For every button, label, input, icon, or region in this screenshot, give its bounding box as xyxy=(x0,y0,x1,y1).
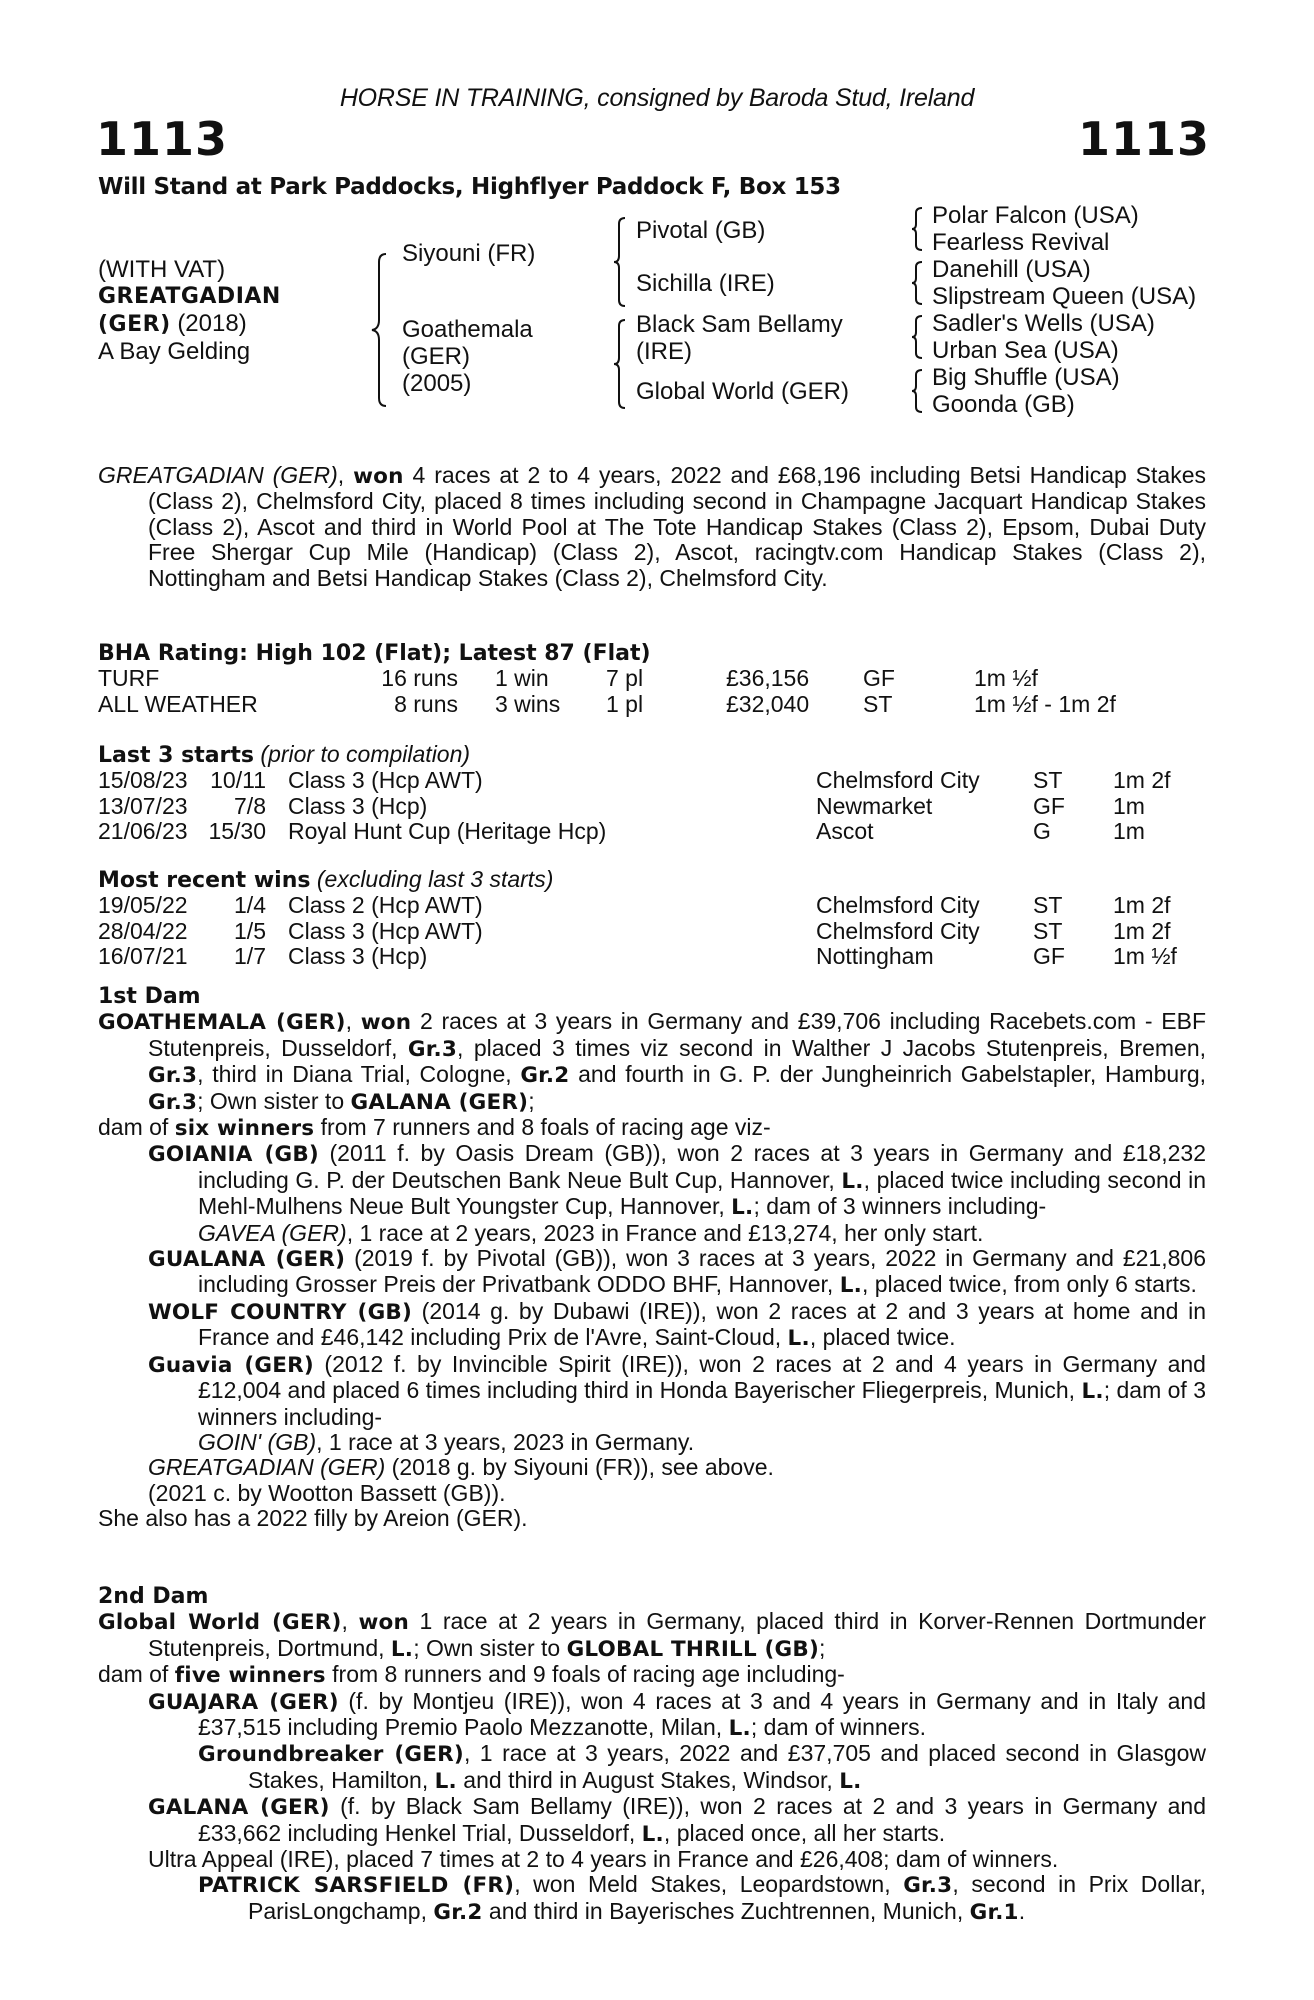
produce-record xyxy=(98,1662,1206,1688)
horse-year: (2018) xyxy=(177,310,247,337)
italic-text: GREATGADIAN (GER) xyxy=(98,462,338,488)
race-date: 19/05/22 xyxy=(98,892,188,919)
bold-text: won xyxy=(360,1010,412,1036)
bold-text: L. xyxy=(787,1326,810,1352)
produce-record xyxy=(98,1847,1206,1872)
rating-distance: 1m ½f - 1m 2f xyxy=(974,690,1116,717)
bold-text: L. xyxy=(1081,1379,1104,1405)
race-pos: 1/7 xyxy=(234,943,266,970)
race-distance: 1m 2f xyxy=(1113,767,1171,794)
text-run: , 1 race at 3 years, 2023 in Germany. xyxy=(316,1428,695,1455)
bold-text: Gr.2 xyxy=(520,1063,570,1089)
produce-record xyxy=(98,1299,1206,1352)
race-going: GF xyxy=(1033,792,1065,819)
second-dam-title: 2nd Dam xyxy=(98,1584,209,1609)
race-row xyxy=(98,944,1206,969)
lot-number-right: 1113 xyxy=(1077,112,1210,166)
bold-text: WOLF COUNTRY (GB) xyxy=(148,1299,413,1325)
rating-earnings: £36,156 xyxy=(726,665,810,692)
bold-text: GUALANA (GER) xyxy=(148,1247,346,1273)
bold-text: Gr.3 xyxy=(148,1089,198,1115)
race-date: 28/04/22 xyxy=(98,917,188,944)
first-dam-section xyxy=(98,984,1206,1532)
bold-text: L. xyxy=(641,1821,664,1847)
produce-record xyxy=(98,1741,1206,1794)
brace-icon xyxy=(910,260,924,306)
race-date: 21/06/23 xyxy=(98,818,188,845)
produce-record xyxy=(98,1246,1206,1299)
race-date: 16/07/21 xyxy=(98,943,188,970)
text-run: , placed 3 times viz second in Walther J Jacobs Stutenpreis, Bremen, xyxy=(457,1034,1207,1061)
rating-going: GF xyxy=(863,665,895,692)
bold-text: GOATHEMALA (GER) xyxy=(98,1010,346,1036)
produce-record xyxy=(98,1506,1206,1531)
text-run: ; Own sister to xyxy=(197,1087,351,1114)
bold-text: won xyxy=(358,1610,409,1636)
rating-wins: 3 wins xyxy=(495,690,561,717)
horse-identity xyxy=(98,256,281,365)
summary-paragraph xyxy=(98,463,1206,591)
brace-icon xyxy=(910,368,924,414)
dam-sire-name-line1: Black Sam Bellamy xyxy=(636,311,843,338)
race-course: Newmarket xyxy=(816,792,933,819)
last-starts-title: Last 3 starts xyxy=(98,743,255,768)
italic-text: GAVEA (GER) xyxy=(198,1219,347,1246)
text-run: , xyxy=(337,462,354,488)
recent-wins-section xyxy=(98,867,1206,970)
race-distance: 1m ½f xyxy=(1113,943,1177,970)
race-pos: 7/8 xyxy=(234,792,266,819)
italic-text: GOIN' (GB) xyxy=(198,1428,317,1455)
race-date: 15/08/23 xyxy=(98,767,188,794)
brace-icon xyxy=(612,216,628,308)
bold-text: GUAJARA (GER) xyxy=(148,1689,339,1715)
horse-description: A Bay Gelding xyxy=(98,338,251,365)
race-pos: 1/5 xyxy=(234,917,266,944)
text-run: 1 race at 2 years in Germany, placed third in Korver-Rennen Dortmunder Stutenpreis, Dortmund, xyxy=(148,1608,1207,1661)
bold-text: L. xyxy=(839,1273,862,1299)
dam-name-line2: (GER) xyxy=(402,343,470,370)
bold-text: Gr.3 xyxy=(407,1036,458,1062)
g3-ancestor: Danehill (USA) xyxy=(932,256,1091,283)
dam-name-line3: (2005) xyxy=(402,370,472,397)
text-run: dam of xyxy=(98,1114,175,1141)
text-run: 4 races at 2 to 4 years, 2022 and £68,196 including Betsi Handicap Stakes (Class 2), Chelmsford City, placed 8 times including second in Champagne Jacquart Handicap Stakes (Class 2), Ascot and third in World Pool at The Tote Handicap Stakes (Class 2), Epsom, Dubai Duty Free Shergar Cup Mile (Handicap) (Class 2), Ascot, racingtv.com Handicap Stakes (Class 2), Nottingham and Betsi Handicap Stakes (Class 2), Chelmsford City. xyxy=(148,462,1206,591)
produce-record xyxy=(98,1221,1206,1246)
text-run: ; dam of 3 winners including- xyxy=(753,1193,1047,1220)
bold-text: Global World (GER) xyxy=(98,1610,342,1636)
text-run: , xyxy=(341,1608,359,1635)
text-run: , won Meld Stakes, Leopardstown, xyxy=(514,1871,904,1898)
brace-icon xyxy=(370,252,390,408)
bold-text: Guavia (GER) xyxy=(148,1352,314,1378)
recent-wins-title: Most recent wins xyxy=(98,868,311,893)
race-row xyxy=(98,819,1206,844)
bold-text: GALANA (GER) xyxy=(350,1089,529,1115)
g3-ancestor: Sadler's Wells (USA) xyxy=(932,310,1155,337)
bold-text: Gr.2 xyxy=(433,1899,483,1925)
race-race: Royal Hunt Cup (Heritage Hcp) xyxy=(288,818,607,845)
race-going: G xyxy=(1033,818,1051,845)
rating-going: ST xyxy=(863,690,893,717)
text-run: , placed once, all her starts. xyxy=(663,1819,946,1846)
race-record-summary xyxy=(98,463,1206,591)
text-run: . xyxy=(1018,1897,1026,1924)
text-run: , xyxy=(345,1008,361,1035)
race-race: Class 3 (Hcp) xyxy=(288,792,428,819)
text-run: ; dam of 3 winners including- xyxy=(198,1377,1206,1430)
text-run: from 7 runners and 8 foals of racing age viz- xyxy=(314,1114,771,1141)
race-course: Chelmsford City xyxy=(816,892,980,919)
produce-record xyxy=(98,1141,1206,1220)
race-distance: 1m xyxy=(1113,792,1145,819)
bold-text: L. xyxy=(390,1636,414,1662)
bold-text: Gr.1 xyxy=(969,1899,1019,1925)
race-going: ST xyxy=(1033,892,1063,919)
text-run: (2011 f. by Oasis Dream (GB)), won 2 races at 3 years in Germany and £18,232 including G. P. der Deutschen Bank Neue Bult Cup, Hannover, xyxy=(198,1140,1206,1193)
rating-earnings: £32,040 xyxy=(726,690,810,717)
brace-icon xyxy=(910,314,924,360)
bold-text: L. xyxy=(839,1768,862,1794)
race-distance: 1m 2f xyxy=(1113,892,1171,919)
pedigree-table xyxy=(0,200,1314,430)
sire-dam-name: Sichilla (IRE) xyxy=(636,270,775,297)
consignor-line: HORSE IN TRAINING, consigned by Baroda Stud, Ireland xyxy=(339,84,975,112)
rating-row xyxy=(98,692,1206,717)
rating-surface: ALL WEATHER xyxy=(98,690,258,717)
bold-text: L. xyxy=(841,1168,864,1194)
race-row xyxy=(98,768,1206,793)
g3-ancestor: Urban Sea (USA) xyxy=(932,337,1119,364)
italic-text: GREATGADIAN (GER) xyxy=(148,1454,386,1481)
second-dam-section xyxy=(98,1584,1206,1925)
race-going: ST xyxy=(1033,917,1063,944)
text-run: , placed twice. xyxy=(809,1324,956,1351)
produce-record xyxy=(98,1455,1206,1480)
first-dam-title: 1st Dam xyxy=(98,984,201,1009)
produce-record xyxy=(98,1352,1206,1430)
race-course: Ascot xyxy=(816,818,874,845)
bold-text: GALANA (GER) xyxy=(148,1795,330,1821)
text-run: (2018 g. by Siyouni (FR)), see above. xyxy=(385,1454,774,1481)
produce-record xyxy=(98,1481,1206,1506)
brace-icon xyxy=(612,318,628,410)
race-course: Nottingham xyxy=(816,943,934,970)
g3-ancestor: Polar Falcon (USA) xyxy=(932,202,1139,229)
g3-ancestor: Fearless Revival xyxy=(932,229,1110,256)
race-pos: 10/11 xyxy=(210,767,266,794)
race-race: Class 3 (Hcp AWT) xyxy=(288,767,483,794)
g3-ancestor: Slipstream Queen (USA) xyxy=(932,283,1197,310)
text-run: and fourth in G. P. der Jungheinrich Gabelstapler, Hamburg, xyxy=(569,1061,1206,1088)
bold-text: L. xyxy=(728,1716,751,1742)
bold-text: GLOBAL THRILL (GB) xyxy=(566,1636,820,1662)
text-run: , 1 race at 3 years, 2022 and £37,705 and placed second in Glasgow Stakes, Hamilton, xyxy=(248,1740,1207,1793)
text-run: ; xyxy=(528,1087,535,1114)
race-row xyxy=(98,919,1206,944)
horse-country: (GER) xyxy=(98,312,171,337)
dam-sire-name-line2: (IRE) xyxy=(636,338,692,365)
brace-icon xyxy=(910,206,924,252)
produce-record xyxy=(98,1609,1206,1662)
text-run: , second in Prix Dollar, ParisLongchamp, xyxy=(248,1871,1206,1924)
bold-text: GOIANIA (GB) xyxy=(148,1142,319,1168)
sire-sire-name: Pivotal (GB) xyxy=(636,217,766,244)
rating-placed: 1 pl xyxy=(606,690,644,717)
bold-text: Groundbreaker (GER) xyxy=(198,1742,464,1768)
text-run: 2 races at 3 years in Germany and £39,706 including Racebets.com - EBF Stutenpreis, Dusseldorf, xyxy=(148,1008,1206,1061)
produce-record xyxy=(98,1689,1206,1742)
bold-text: six winners xyxy=(174,1116,315,1142)
vat-note: (WITH VAT) xyxy=(98,256,226,283)
text-run: (2019 f. by Pivotal (GB)), won 3 races at 3 years, 2022 in Germany and £21,806 including Grosser Preis der Privatbank ODDO BHF, Hannover, xyxy=(198,1245,1206,1298)
race-row xyxy=(98,794,1206,819)
race-going: ST xyxy=(1033,767,1063,794)
bha-rating-section xyxy=(98,641,1206,717)
g3-ancestor: Big Shuffle (USA) xyxy=(932,364,1120,391)
rating-surface: TURF xyxy=(98,665,160,692)
text-run: (2012 f. by Invincible Spirit (IRE)), won 2 races at 2 and 4 years in Germany and £12,004 and placed 6 times including third in Honda Bayerischer Fliegerpreis, Munich, xyxy=(198,1350,1206,1404)
recent-wins-subtitle: (excluding last 3 starts) xyxy=(316,866,554,892)
race-distance: 1m xyxy=(1113,818,1145,845)
text-run: ; xyxy=(819,1634,826,1661)
text-run: from 8 runners and 9 foals of racing age including- xyxy=(325,1661,845,1688)
produce-record xyxy=(98,1794,1206,1847)
text-run: Ultra Appeal (IRE), placed 7 times at 2 to 4 years in France and £26,408; dam of winners. xyxy=(148,1846,1059,1873)
text-run: (f. by Montjeu (IRE)), won 4 races at 3 and 4 years in Germany and in Italy and £37,515 including Premio Paolo Mezzanotte, Milan, xyxy=(198,1687,1207,1741)
race-race: Class 3 (Hcp AWT) xyxy=(288,917,483,944)
rating-wins: 1 win xyxy=(495,665,549,692)
text-run: (2021 c. by Wootton Bassett (GB)). xyxy=(148,1479,506,1506)
produce-record xyxy=(98,1430,1206,1455)
bold-text: won xyxy=(353,464,404,489)
race-pos: 1/4 xyxy=(234,892,266,919)
race-going: GF xyxy=(1033,943,1065,970)
race-row xyxy=(98,893,1206,918)
bold-text: Gr.3 xyxy=(148,1063,198,1089)
text-run: , 1 race at 2 years, 2023 in France and £13,274, her only start. xyxy=(346,1219,984,1246)
rating-distance: 1m ½f xyxy=(974,665,1038,692)
text-run: and third in Bayerisches Zuchtrennen, Munich, xyxy=(482,1897,970,1924)
rating-runs: 16 runs xyxy=(381,665,458,692)
produce-record xyxy=(98,1115,1206,1141)
race-course: Chelmsford City xyxy=(816,917,980,944)
bold-text: Gr.3 xyxy=(903,1873,953,1899)
text-run: She also has a 2022 filly by Areion (GER). xyxy=(98,1505,528,1532)
horse-name: GREATGADIAN xyxy=(98,284,281,309)
produce-record xyxy=(98,1872,1206,1925)
bold-text: five winners xyxy=(174,1663,326,1689)
text-run: , placed twice, from only 6 starts. xyxy=(861,1271,1197,1298)
race-distance: 1m 2f xyxy=(1113,917,1171,944)
bha-rating-title: BHA Rating: High 102 (Flat); Latest 87 (Flat) xyxy=(98,641,651,666)
g3-ancestor: Goonda (GB) xyxy=(932,391,1075,418)
race-pos: 15/30 xyxy=(208,818,266,845)
bold-text: L. xyxy=(731,1195,754,1221)
dam-name-line1: Goathemala xyxy=(402,316,533,343)
text-run: and third in August Stakes, Windsor, xyxy=(456,1766,840,1793)
last-starts-section xyxy=(98,742,1206,845)
text-run: (2014 g. by Dubawi (IRE)), won 2 races at 2 and 3 years at home and in France and £46,142 including Prix de l'Avre, Saint-Cloud, xyxy=(198,1297,1206,1351)
rating-runs: 8 runs xyxy=(394,690,458,717)
bold-text: L. xyxy=(434,1768,457,1794)
produce-record xyxy=(98,1009,1206,1115)
dam-dam-name: Global World (GER) xyxy=(636,378,849,405)
race-race: Class 2 (Hcp AWT) xyxy=(288,892,483,919)
rating-row xyxy=(98,666,1206,691)
text-run: ; dam of winners. xyxy=(750,1714,927,1741)
rating-placed: 7 pl xyxy=(606,665,644,692)
text-run: , placed twice including second in Mehl-Mulhens Neue Bult Youngster Cup, Hannover, xyxy=(198,1166,1207,1220)
text-run: (f. by Black Sam Bellamy (IRE)), won 2 races at 2 and 3 years in Germany and £33,662 including Henkel Trial, Dusseldorf, xyxy=(198,1793,1207,1846)
race-race: Class 3 (Hcp) xyxy=(288,943,428,970)
lot-number-left: 1113 xyxy=(96,112,229,166)
race-course: Chelmsford City xyxy=(816,767,980,794)
text-run: ; Own sister to xyxy=(413,1634,567,1661)
last-starts-subtitle: (prior to compilation) xyxy=(260,741,471,767)
race-date: 13/07/23 xyxy=(98,792,188,819)
stand-location: Will Stand at Park Paddocks, Highflyer Paddock F, Box 153 xyxy=(98,174,841,200)
bold-text: PATRICK SARSFIELD (FR) xyxy=(198,1873,515,1899)
text-run: , third in Diana Trial, Cologne, xyxy=(197,1061,521,1088)
text-run: dam of xyxy=(98,1661,175,1688)
sire-name: Siyouni (FR) xyxy=(402,240,536,267)
